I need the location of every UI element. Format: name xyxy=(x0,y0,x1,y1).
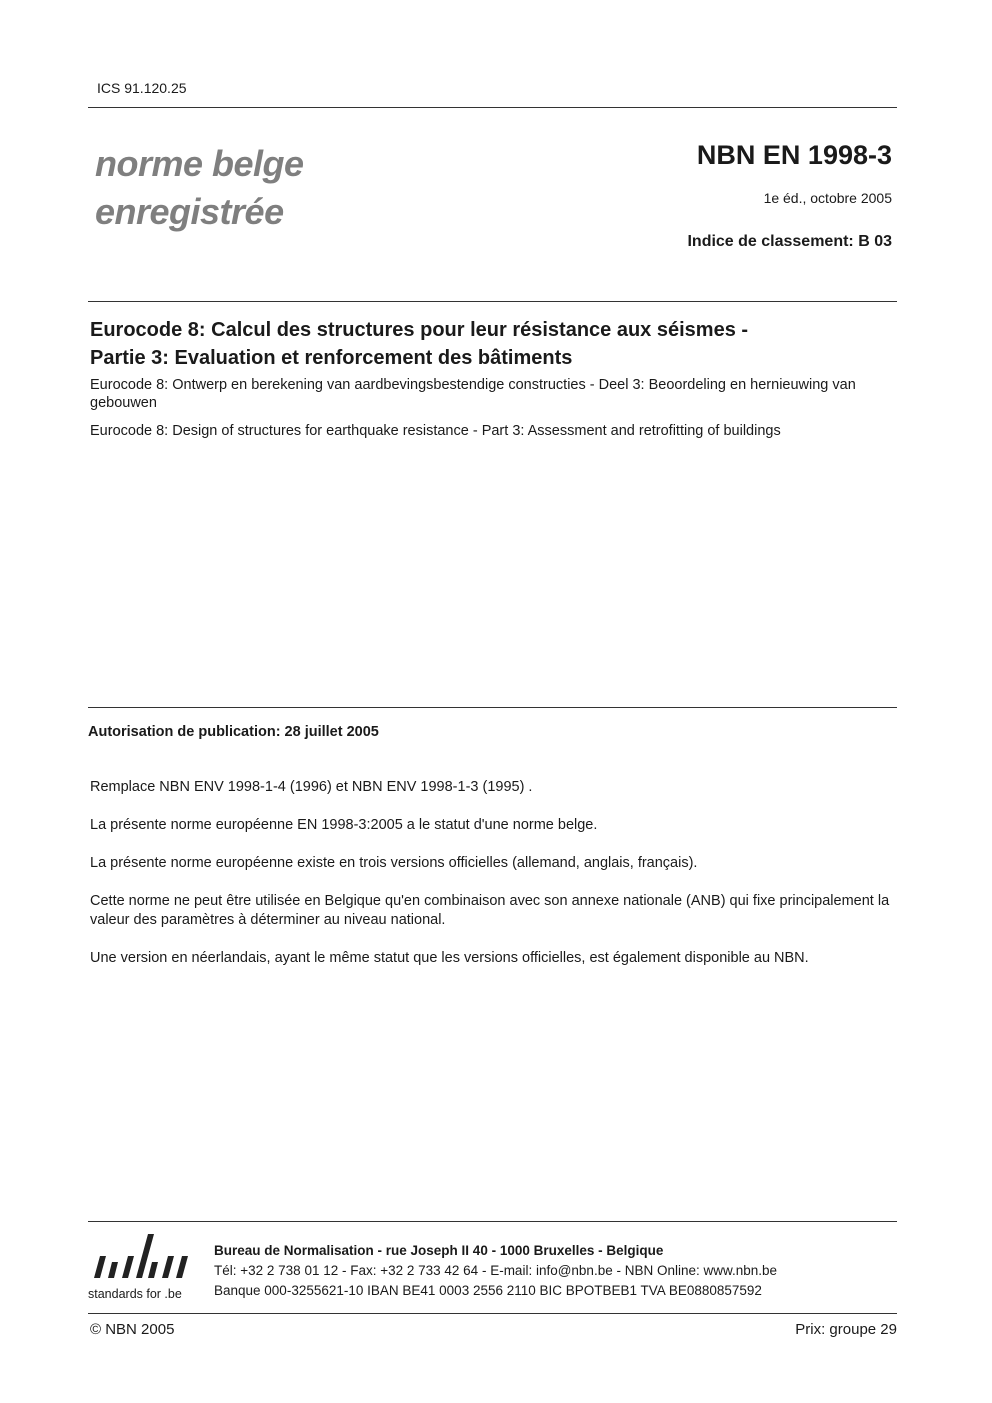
title-french-line-2: Partie 3: Evaluation et renforcement des bâtiments xyxy=(90,347,573,369)
bottom-divider xyxy=(88,1313,897,1314)
title-divider xyxy=(88,301,897,302)
body-paragraphs xyxy=(90,778,890,987)
logo-tagline: standards for .be xyxy=(88,1287,182,1301)
paragraph: La présente norme européenne EN 1998-3:2005 a le statut d'une norme belge. xyxy=(90,817,598,833)
title-dutch: Eurocode 8: Ontwerp en berekening van aardbevingsbestendige constructies - Deel 3: Beoordeling en hernieuwing van gebouwen xyxy=(90,377,856,411)
paragraph: Une version en néerlandais, ayant le même statut que les versions officielles, est également disponible au NBN. xyxy=(90,950,809,966)
document-number: NBN EN 1998-3 xyxy=(696,140,892,170)
paragraph: La présente norme européenne existe en trois versions officielles (allemand, anglais, français). xyxy=(90,855,698,871)
footer-address: Bureau de Normalisation - rue Joseph II 40 - 1000 Bruxelles - Belgique xyxy=(214,1243,664,1258)
copyright: © NBN 2005 xyxy=(90,1321,175,1338)
footer-bank: Banque 000-3255621-10 IBAN BE41 0003 2556 2110 BIC BPOTBEB1 TVA BE0880857592 xyxy=(214,1283,762,1298)
nbn-logo-icon xyxy=(88,1228,198,1286)
ics-code: ICS 91.120.25 xyxy=(97,80,187,96)
classification-index: Indice de classement: B 03 xyxy=(687,233,892,250)
body-divider xyxy=(88,707,897,708)
edition-date: 1e éd., octobre 2005 xyxy=(763,190,892,206)
footer-contact-block xyxy=(214,1241,777,1301)
price-group: Prix: groupe 29 xyxy=(795,1321,897,1338)
footer-divider xyxy=(88,1221,897,1222)
publication-authorisation: Autorisation de publication: 28 juillet 2005 xyxy=(88,724,379,740)
nbn-logo xyxy=(88,1228,208,1308)
title-french-line-1: Eurocode 8: Calcul des structures pour leur résistance aux séismes - xyxy=(90,319,749,341)
brand-line-1: norme belge xyxy=(95,143,304,184)
brand-title xyxy=(95,140,304,236)
footer-contact: Tél: +32 2 738 01 12 - Fax: +32 2 733 42 64 - E-mail: info@nbn.be - NBN Online: www.nbn.be xyxy=(214,1263,778,1278)
header-divider xyxy=(88,107,897,108)
paragraph: Cette norme ne peut être utilisée en Belgique qu'en combinaison avec son annexe nationale (ANB) qui fixe principalement la valeur des paramètres à déterminer au niveau national. xyxy=(90,893,890,928)
title-english: Eurocode 8: Design of structures for earthquake resistance - Part 3: Assessment and retrofitting of buildings xyxy=(90,423,781,439)
paragraph: Remplace NBN ENV 1998-1-4 (1996) et NBN ENV 1998-1-3 (1995) . xyxy=(90,779,533,795)
title-french xyxy=(90,316,890,372)
brand-line-2: enregistrée xyxy=(95,191,284,232)
